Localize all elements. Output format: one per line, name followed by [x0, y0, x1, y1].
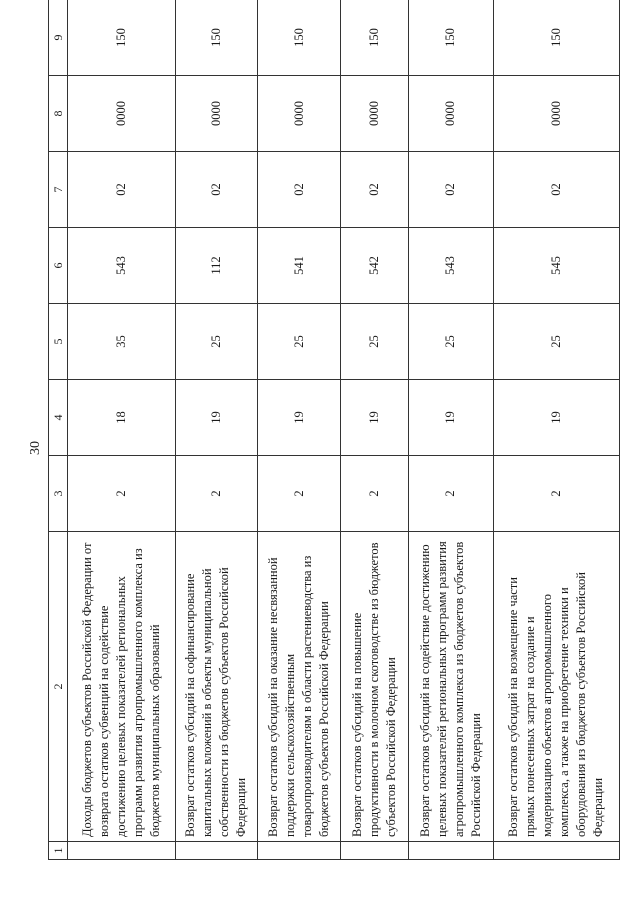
cell-col-4: 18 [68, 380, 176, 456]
rotated-table-container [48, 28, 620, 860]
cell-col-8: 0000 [340, 76, 408, 152]
cell-col-3: 2 [258, 456, 341, 532]
table-header-row [49, 0, 68, 860]
cell-col-9: 150 [340, 0, 408, 76]
cell-col-6: 542 [340, 228, 408, 304]
header-col-5: 5 [49, 304, 68, 380]
table-row [68, 0, 176, 860]
cell-description: Возврат остатков субсидий на возмещение части прямых понесенных затрат на создание и модернизацию объектов агропромышленного комплекса, а также на приобретение техники и оборудования из бюджетов субъектов Российской Федерации [493, 532, 619, 842]
cell-description: Доходы бюджетов субъектов Российской Федерации от возврата остатков субвенций на содействие достижению целевых показателей региональных программ развития агропромышленного комплекса из бюджетов муниципальных образований [68, 532, 176, 842]
header-col-3: 3 [49, 456, 68, 532]
cell-col-4: 19 [340, 380, 408, 456]
cell-col-6: 541 [258, 228, 341, 304]
cell-col-5: 25 [493, 304, 619, 380]
cell-col-1 [175, 842, 258, 860]
cell-col-7: 02 [340, 152, 408, 228]
cell-col-9: 150 [175, 0, 258, 76]
table-row [493, 0, 619, 860]
budget-classification-table [48, 0, 620, 860]
cell-col-5: 25 [175, 304, 258, 380]
cell-col-3: 2 [175, 456, 258, 532]
cell-col-5: 25 [258, 304, 341, 380]
cell-col-3: 2 [493, 456, 619, 532]
cell-col-7: 02 [493, 152, 619, 228]
cell-col-7: 02 [258, 152, 341, 228]
cell-col-1 [68, 842, 176, 860]
cell-col-1 [340, 842, 408, 860]
cell-col-8: 0000 [409, 76, 494, 152]
cell-col-9: 150 [493, 0, 619, 76]
cell-description: Возврат остатков субсидий на оказание несвязанной поддержки сельскохозяйственным товаропроизводителям в области растениеводства из бюджетов субъектов Российской Федерации [258, 532, 341, 842]
cell-col-1 [409, 842, 494, 860]
cell-col-4: 19 [258, 380, 341, 456]
cell-col-8: 0000 [175, 76, 258, 152]
header-col-8: 8 [49, 76, 68, 152]
cell-col-7: 02 [68, 152, 176, 228]
cell-col-6: 543 [409, 228, 494, 304]
table-row [175, 0, 258, 860]
cell-col-1 [258, 842, 341, 860]
cell-col-7: 02 [409, 152, 494, 228]
cell-description: Возврат остатков субсидий на повышение продуктивности в молочном скотоводстве из бюджетов субъектов Российской Федерации [340, 532, 408, 842]
cell-col-3: 2 [68, 456, 176, 532]
cell-col-4: 19 [175, 380, 258, 456]
cell-description: Возврат остатков субсидий на софинансирование капитальных вложений в объекты муниципальной собственности из бюджетов субъектов Российской Федерации [175, 532, 258, 842]
cell-description: Возврат остатков субсидий на содействие достижению целевых показателей региональных программ развития агропромышленного комплекса из бюджетов субъектов Российской Федерации [409, 532, 494, 842]
table-row [258, 0, 341, 860]
cell-col-6: 543 [68, 228, 176, 304]
header-col-9: 9 [49, 0, 68, 76]
header-col-7: 7 [49, 152, 68, 228]
cell-col-3: 2 [409, 456, 494, 532]
cell-col-3: 2 [340, 456, 408, 532]
page-number: 30 [28, 441, 43, 455]
table-row [409, 0, 494, 860]
cell-col-1 [493, 842, 619, 860]
cell-col-6: 545 [493, 228, 619, 304]
cell-col-4: 19 [409, 380, 494, 456]
cell-col-9: 150 [258, 0, 341, 76]
header-col-1: 1 [49, 842, 68, 860]
cell-col-8: 0000 [68, 76, 176, 152]
cell-col-4: 19 [493, 380, 619, 456]
cell-col-9: 150 [409, 0, 494, 76]
cell-col-7: 02 [175, 152, 258, 228]
cell-col-6: 112 [175, 228, 258, 304]
cell-col-5: 35 [68, 304, 176, 380]
header-col-4: 4 [49, 380, 68, 456]
cell-col-8: 0000 [493, 76, 619, 152]
header-col-6: 6 [49, 228, 68, 304]
cell-col-9: 150 [68, 0, 176, 76]
cell-col-5: 25 [409, 304, 494, 380]
table-row [340, 0, 408, 860]
cell-col-5: 25 [340, 304, 408, 380]
cell-col-8: 0000 [258, 76, 341, 152]
header-col-2: 2 [49, 532, 68, 842]
